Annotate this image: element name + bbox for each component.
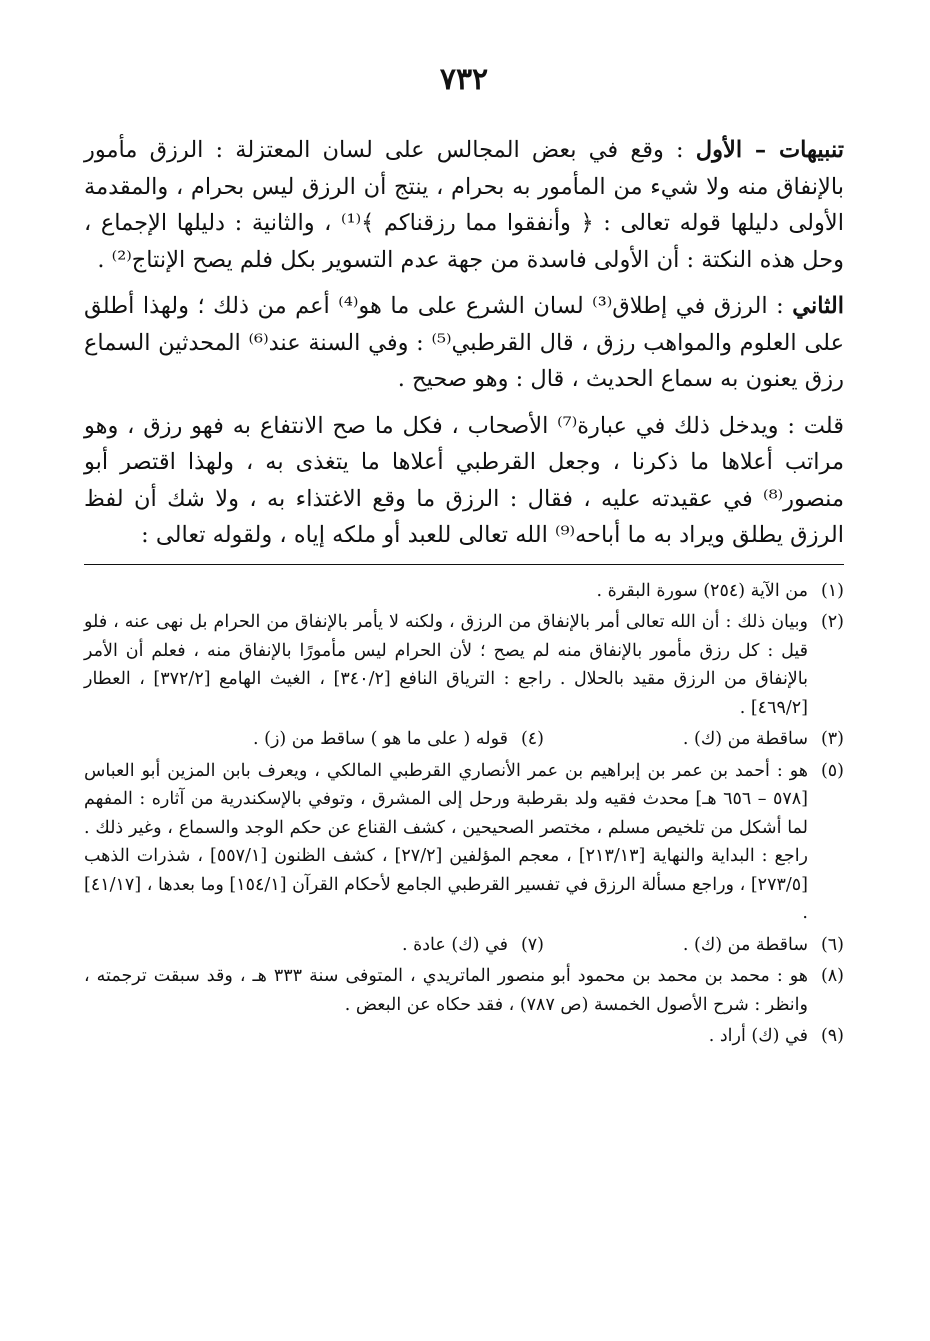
footnote-number: (٣)	[820, 729, 844, 749]
footnote-8	[84, 962, 844, 1019]
footnote-number: (٥)	[820, 760, 844, 781]
footnote-text: ساقطة من (ك) .	[682, 729, 808, 749]
footnote-row-3-4	[84, 725, 844, 754]
page-number: ٧٣٢	[439, 62, 489, 97]
paragraph-text: قلت : ويدخل ذلك في عبارة⁽⁷⁾ الأصحاب ، فكل ما صح الانتفاع به فهو رزق ، وهو مراتب أعلاها ما ذكرنا ، وجعل القرطبي أعلاها ما يتغذى به ، ولهذا اقتصر أبو منصور⁽⁸⁾ في عقيدته عليه ، فقال : الرزق ما وقع الاغتذاء به ، ولا شك أن لفظ الرزق يطلق ويراد به ما أباحه⁽⁹⁾ الله تعالى للعبد أو ملكه إياه ، ولقوله تعالى :	[84, 412, 844, 548]
paragraph-second-note	[84, 288, 844, 398]
footnote-text: وبيان ذلك : أن الله تعالى أمر بالإنفاق من الرزق ، ولكنه لا يأمر بالإنفاق من الحرام بل نهى عنه ، فلو قيل : كل رزق مأمور بالإنفاق منه لم يصح ؛ لأن الحرام ليس مأمورًا بالإنفاق منه ، فعلم أن الأمر بالإنفاق من الرزق مقيد بالحلال . راجع : الترياق النافع [٣٤٠/٢] ، الغيث الهامع [٣٧٢/٢] ، العطار [٤٦٩/٢] .	[84, 612, 808, 718]
footnote-4	[253, 725, 544, 754]
footnote-row-6-7	[84, 931, 844, 960]
footnote-number: (٢)	[820, 612, 844, 632]
footnote-5	[84, 757, 844, 928]
footnote-number: (٩)	[820, 1026, 844, 1046]
footnote-text: قوله ( على ما هو ) ساقط من (ز) .	[253, 729, 508, 749]
paragraph-text: : الرزق في إطلاق⁽³⁾ لسان الشرع على ما هو⁽⁴⁾ أعم من ذلك ؛ ولهذا أطلق على العلوم والمواهب رزق ، قال القرطبي⁽⁵⁾ : وفي السنة عند⁽⁶⁾ المحدثين السماع رزق يعنون به سماع الحديث ، قال : وهو صحيح .	[84, 293, 844, 392]
footnote-9	[84, 1022, 844, 1051]
paragraph-commentary	[84, 408, 844, 554]
footnote-number: (٦)	[820, 934, 844, 955]
footnote-6	[544, 931, 844, 960]
footnote-text: في (ك) أراد .	[708, 1026, 808, 1046]
paragraph-first-note	[84, 132, 844, 278]
paragraph-text: : وقع في بعض المجالس على لسان المعتزلة : الرزق مأمور بالإنفاق منه ولا شيء من المأمور به بحرام ، ينتج أن الرزق ليس بحرام ، والمقدمة الأولى دليلها قوله تعالى : ﴿ وأنفقوا مما رزقناكم ﴾⁽¹⁾ ، والثانية : دليلها الإجماع ، وحل هذه النكتة : أن الأولى فاسدة من جهة عدم التسوير بكل فلم يصح الإنتاج⁽²⁾ .	[84, 137, 844, 273]
footnote-text: هو : أحمد بن عمر بن إبراهيم بن عمر الأنصاري القرطبي المالكي ، ويعرف بابن المزين أبو العباس [٥٧٨ – ٦٥٦ هـ] محدث فقيه ولد بقرطبة ورحل إلى المشرق ، وتوفي بالإسكندرية من آثاره : المفهم لما أشكل من تلخيص مسلم ، مختصر الصحيحين ، كشف القناع عن حكم الوجد والسماع ، وغير ذلك . راجع : البداية والنهاية [٢١٣/١٣] ، معجم المؤلفين [٢٧/٢] ، كشف الظنون [٥٥٧/١] ، شذرات الذهب [٢٧٣/٥] ، وراجع مسألة الرزق في تفسير القرطبي الجامع لأحكام القرآن [١٥٤/١] وما بعدها ، [٤١/١٧] .	[84, 760, 809, 923]
footnotes	[84, 577, 844, 1051]
footnote-text: في (ك) عادة .	[401, 934, 508, 955]
footnote-2	[84, 608, 844, 722]
footnote-number: (٧)	[520, 934, 544, 955]
footnote-number: (٤)	[520, 729, 544, 749]
footnote-1	[84, 577, 844, 606]
paragraph-heading: الثاني	[792, 293, 844, 319]
paragraph-heading: تنبيهات – الأول	[695, 137, 844, 163]
main-text	[84, 132, 844, 554]
footnote-text: ساقطة من (ك) .	[682, 934, 808, 955]
footnote-number: (١)	[820, 580, 844, 601]
footnote-separator	[84, 564, 844, 565]
footnote-text: هو : محمد بن محمد بن محمود أبو منصور الماتريدي ، المتوفى سنة ٣٣٣ هـ ، وقد سبقت ترجمته ، وانظر : شرح الأصول الخمسة (ص ٧٨٧) ، فقد حكاه عن البعض .	[84, 966, 808, 1015]
footnote-number: (٨)	[820, 966, 844, 986]
footnote-3	[544, 725, 844, 754]
footnote-7	[402, 931, 544, 960]
footnote-text: من الآية (٢٥٤) سورة البقرة .	[596, 580, 808, 601]
